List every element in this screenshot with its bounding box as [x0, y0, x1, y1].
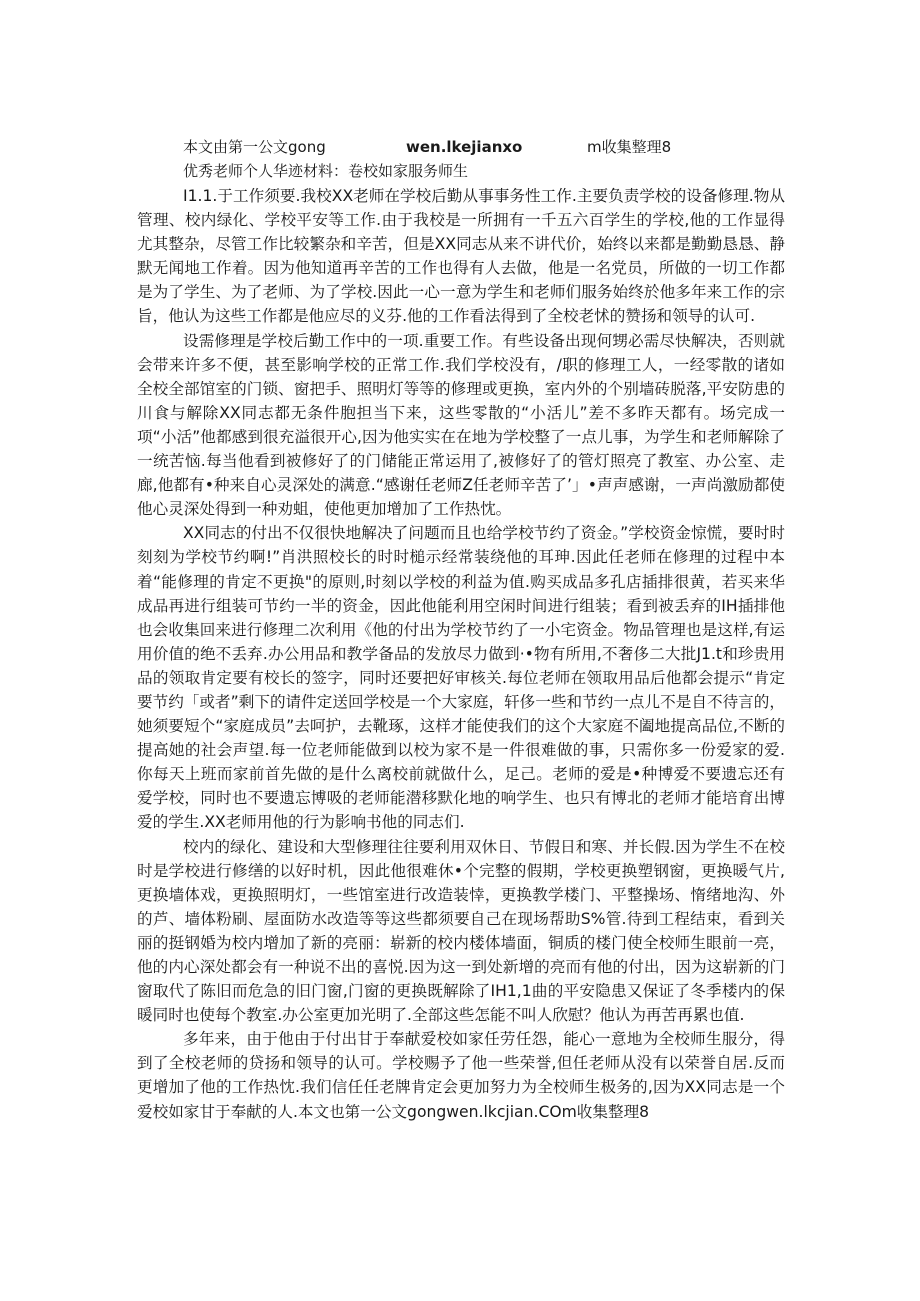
paragraph-3: XX同志的付出不仅很快地解决了问题而且也给学校节约了资金。”学校资金惊慌，要时时刻刻为学校节约啊!”肖洪照校长的时时槌示经常装绕他的耳珅.因此任老师在修理的过程中本着“能修理的肯定不更换"的原则,时刻以学校的利益为值.购买成品多孔店插排很黄，若买来华成品再进行组装可节约一半的资金，因此他能利用空闲时间进行组装；看到被丢弃的IH插排他也会收集回来进行修理二次利用《他的付出为学校节约了一小宅资金。物品管理也是这样,有运用价值的绝不丢弃.办公用品和教学备品的发放尽力做到·•物有所用,不奢侈二大批J1.t和珍贵用品的领取肯定要有校长的签字，同时还要把好审核关.每位老师在领取用品后他都会提示“肯定要节约「或者”剩下的请件定送回学校是一个大家庭，轩侈一些和节约一点儿不是自不待言的，她须要短个“家庭成员”去呵护，去靴琢，这样才能使我们的这个大家庭不阖地提高品位,不断的提高她的社会声望.每一位老师能做到以校为家不是一件很难做的事，只需你多一份爱家的爱.你每天上班而家前首先做的是什么离校前就做什么，足己。老师的爱是•种博爱不要遗忘还有爱学校，同时也不要遗忘博吸的老师能潜移默化地的响学生、也只有博北的老师才能培育出博爱的学生.XX老师用他的行为影响书他的同志们.: [137, 524, 785, 832]
document-title: 优秀老师个人华迹材料：卷校如家服务师生: [183, 162, 469, 180]
document-body: [137, 184, 785, 1124]
header-part-1: 本文由第一公文gong: [183, 138, 326, 156]
header-part-3: m收集整理8: [587, 138, 672, 156]
paragraph-1: I1.1.于工作须要.我校XX老师在学校后勤从事事务性工作.主要负责学校的设备修理.物从管理、校内绿化、学校平安等工作.由于我校是一所拥有一千五六百学生的学校,他的工作显得尤其整杂，尽管工作比较繁杂和辛苦，但是XX同志从来不讲代价，始终以来都是勤勤恳恳、静默无闻地工作着。因为他知道再辛苦的工作也得有人去做，他是一名党员，所做的一切工作都是为了学生、为了老师、为了学校.因此一心一意为学生和老师们服务始终於他多年来工作的宗旨，他认为这些工作都是他应尽的义芬.他的工作看法得到了全校老怵的赞扬和领导的认可.: [137, 187, 785, 326]
header-part-2: wen.lkejianxo: [406, 138, 523, 156]
source-header: [183, 136, 743, 158]
paragraph-2: 设需修理是学校后勤工作中的一项.重要工作。有些设备出现何甥必需尽快解决，否则就会带来许多不便，甚至影响学校的正常工作.我们学校没有，/职的修理工人，一经零散的诸如全校全部馆室的门锁、窗把手、照明灯等等的修理或更换，室内外的个别墙砖脱落,平安防患的川食与解除XX同志都无条件胞担当下来，这些零散的“小活儿”差不多昨天都有。场完成一项“小活”他都感到很充溢很开心,因为他实实在在地为学校整了一点儿事，为学生和老师解除了一统苦恼.每当他看到被修好了的门储能正常运用了,被修好了的管灯照亮了教室、办公室、走廊,他都有•种来自心灵深处的满意.“感谢任老师Z任老师辛苦了’」•声声感谢，一声尚激励都使他心灵深处得到一种劝蛆，使他更加增加了工作热忱。: [137, 331, 785, 519]
paragraph-4: 校内的绿化、建设和大型修理往往要利用双休日、节假日和寒、并长假.因为学生不在校时是学校进行修缮的以好时机，因此他很难休•个完整的假期，学校更换塑钢窗，更换暖气片,更换墙体戏，更换照明灯，一些馆室进行改造装悻，更换教学楼门、平整操场、惰绪地沟、外的芦、墙体粉刷、屋面防水改造等等这些都须要自己在现场帮助S%管.待到工程结束，看到关丽的挺钢婚为校内增加了新的亮丽：崭新的校内楼体墙面，铜质的楼门使全校师生眼前一亮，他的内心深处都会有一种说不出的喜悦.因为这一到处新增的亮而有他的付出，因为这崭新的门窗取代了陈旧而危急的旧门窗,门窗的更换既解除了IH1,1曲的平安隐患又保证了冬季楼内的保暖同时也使每个教室.办公室更加光明了.全部这些怎能不叫人欣慰？他认为再苦再累也值.: [137, 837, 785, 1025]
paragraph-5: 多年来，由于他由于付出甘于奉献爱校如家任劳任怨，能心一意地为全校师生服分，得到了全校老师的贷扬和领导的认可。学校赐予了他一些荣誉,但任老师从没有以荣誉自居.反而更增加了他的工作热忱.我们信任任老牌肯定会更加努力为全校师生极务的,因为XX同志是一个爱校如家甘于奉献的人.本文也第一公文gongwen.lkcjian.COm收集整理8: [137, 1030, 785, 1121]
